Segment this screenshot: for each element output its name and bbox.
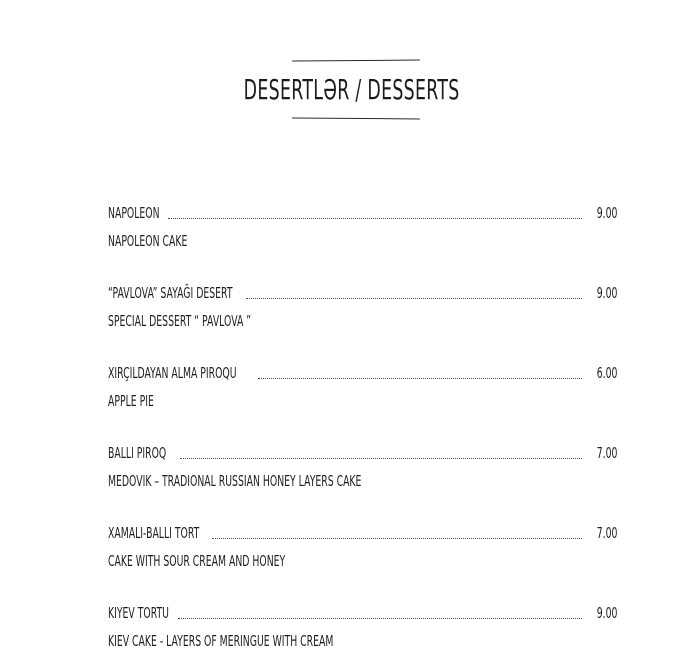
item-price: 9.00: [596, 604, 618, 622]
item-price: 9.00: [596, 204, 618, 222]
menu-item: [108, 444, 618, 490]
title-bottom-rule: [292, 118, 420, 120]
item-description: MEDOVIK – TRADIONAL RUSSIAN HONEY LAYERS CAKE: [108, 472, 362, 490]
item-name: XIRÇILDAYAN ALMA PIROQU: [108, 364, 237, 382]
title-top-rule: [292, 60, 420, 62]
item-name: KIYEV TORTU: [108, 604, 169, 622]
item-name: XAMALI-BALLI TORT: [108, 524, 200, 542]
item-description: APPLE PIE: [108, 392, 154, 410]
item-name: “PAVLOVA” SAYAĞI DESERT: [108, 284, 233, 302]
menu-item: [108, 204, 618, 250]
item-price: 9.00: [596, 284, 618, 302]
item-description: KIEV CAKE - LAYERS OF MERINGUE WITH CREAM: [108, 632, 334, 650]
dotted-leader: [178, 617, 582, 619]
item-price: 6.00: [596, 364, 618, 382]
dotted-leader: [212, 537, 582, 539]
item-price: 7.00: [596, 524, 618, 542]
item-price: 7.00: [596, 444, 618, 462]
menu-item: [108, 284, 618, 330]
item-description: CAKE WITH SOUR CREAM AND HONEY: [108, 552, 286, 570]
dotted-leader: [180, 457, 582, 459]
dotted-leader: [168, 217, 582, 219]
menu-item: [108, 604, 618, 650]
item-name: BALLI PIROQ: [108, 444, 167, 462]
page-title: DESERTLƏR / DESSERTS: [243, 73, 460, 106]
dotted-leader: [246, 297, 582, 299]
title-block: [0, 60, 698, 124]
menu-item: [108, 364, 618, 410]
item-name: NAPOLEON: [108, 204, 160, 222]
item-description: SPECIAL DESSERT “ PAVLOVA ”: [108, 312, 252, 330]
item-description: NAPOLEON CAKE: [108, 232, 188, 250]
dotted-leader: [258, 377, 582, 379]
menu-item: [108, 524, 618, 570]
